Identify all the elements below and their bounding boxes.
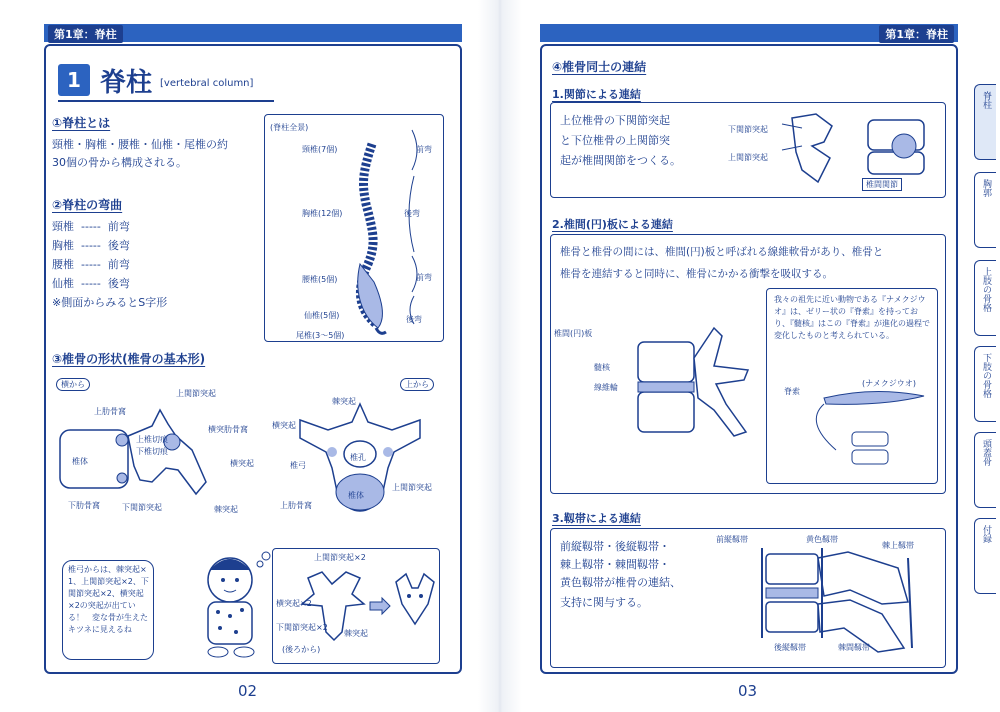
back-view-tag: (後ろから) — [282, 645, 321, 654]
side-label-inf-articular: 下関節突起 — [122, 503, 162, 512]
spine-figure-title: (脊柱全景) — [270, 123, 309, 132]
section-heading-connections: ④椎骨同士の連結 — [552, 60, 647, 74]
side-label-transverse-costal: 横突肋骨窩 — [208, 425, 248, 434]
speech-bubble-text: 椎弓からは、棘突起×1、上関節突起×2、下関節突起×2、横突起×2の突起が出ている！ 変な骨が生えたキツネに見えるね — [68, 565, 149, 634]
top-label-sup-articular: 上関節突起 — [392, 483, 432, 492]
side-tab-appendix[interactable] — [974, 518, 996, 594]
spine-label-cervical: 頸椎(7個) — [302, 145, 338, 154]
curvature-type: 後弯 — [107, 239, 130, 252]
spine-label-sacral: 仙椎(5個) — [304, 311, 340, 320]
back-label-sup-articular: 上関節突起×2 — [314, 553, 366, 562]
curvature-name: 腰椎 — [52, 258, 74, 271]
side-label-body: 椎体 — [72, 457, 88, 466]
curvature-dash: ----- — [81, 258, 101, 271]
side-tab-skull[interactable] — [974, 432, 996, 508]
joint-line2: と下位椎骨の上関節突 — [560, 134, 670, 147]
title-number-badge: 1 — [58, 64, 90, 96]
disc-line2: 椎骨を連結すると同時に、椎骨にかかる衝撃を吸収する。 — [560, 268, 833, 280]
joint-line3: 起が椎間関節をつくる。 — [560, 154, 681, 167]
curvature-row — [52, 218, 130, 235]
section1-line2: 30個の骨から構成される。 — [52, 156, 187, 169]
back-label-transverse: 横突起×2 — [276, 599, 312, 608]
chapter-tag: 第1章：脊柱 — [48, 25, 123, 43]
side-tab-thorax[interactable] — [974, 172, 996, 248]
curvature-name: 頸椎 — [52, 220, 74, 233]
back-label-inf-articular: 下関節突起×2 — [276, 623, 328, 632]
side-tab-upper-limb[interactable] — [974, 260, 996, 336]
title-english-text: vertebral column — [163, 78, 250, 89]
left-header-bar — [44, 24, 462, 42]
ligament-line4: 支持に関与する。 — [560, 596, 648, 609]
curvature-type: 後弯 — [107, 277, 130, 290]
spine-curve-label: 前弯 — [416, 273, 432, 282]
side-tab-label: 頭蓋骨 — [981, 439, 991, 466]
lig-label-supraspinous: 棘上靱帯 — [882, 541, 914, 550]
inset-label-notochord: 脊索 — [784, 387, 800, 396]
spine-curve-label: 後弯 — [406, 315, 422, 324]
inset-label-amphioxus-text: ナメクジウオ — [865, 379, 913, 388]
back-label-spinous: 棘突起 — [344, 629, 368, 638]
spine-figure-title-text: 脊柱全景 — [273, 123, 306, 132]
lig-label-anterior-longitudinal: 前縦靱帯 — [716, 535, 748, 544]
page-number-left: 02 — [238, 682, 258, 700]
curvature-dash: ----- — [81, 239, 101, 252]
side-tab-spine[interactable] — [974, 84, 996, 160]
joint-heading: 1.関節による連結 — [552, 88, 641, 101]
side-label-transverse: 横突起 — [230, 459, 254, 468]
curvature-row — [52, 237, 130, 254]
curvature-dash: ----- — [81, 220, 101, 233]
title-underline — [58, 100, 274, 102]
ligament-line2: 棘上靱帯・棘間靱帯・ — [560, 558, 670, 571]
side-tab-label: 下肢の骨格 — [981, 353, 991, 398]
section-heading-vertebra-shape: ③椎骨の形状(椎骨の基本形) — [52, 352, 206, 366]
inset-label-amphioxus: (ナメクジウオ) — [862, 379, 916, 388]
disc-label-nucleus: 髄核 — [594, 363, 610, 372]
book-gutter — [478, 0, 522, 712]
ligament-heading: 3.靱帯による連結 — [552, 512, 641, 525]
curvature-type: 前弯 — [107, 220, 130, 233]
curvature-dash: ----- — [81, 277, 101, 290]
character-illustration — [190, 550, 270, 660]
chapter-tag: 第1章：脊柱 — [879, 25, 954, 43]
section-heading-what-is-spine: ①脊柱とは — [52, 116, 111, 130]
top-label-sup-costal: 上肋骨窩 — [280, 501, 312, 510]
spine-label-coccyx: 尾椎(3～5個) — [296, 331, 345, 340]
curvature-type: 前弯 — [107, 258, 130, 271]
joint-label-facet: 椎間関節 — [862, 178, 902, 191]
lig-label-posterior-longitudinal: 後縦靱帯 — [774, 643, 806, 652]
side-tab-label: 脊柱 — [981, 91, 991, 109]
joint-label-sup-articular: 上関節突起 — [728, 153, 768, 162]
joint-label-inf-articular: 下関節突起 — [728, 125, 768, 134]
joint-illustration — [772, 106, 942, 194]
top-label-body: 椎体 — [348, 491, 364, 500]
side-label-sup-notch: 上椎切痕 — [136, 435, 168, 444]
ligament-line3: 黄色靱帯が椎骨の連結、 — [560, 576, 681, 589]
curvature-note: ※側面からみるとS字形 — [52, 296, 168, 309]
spine-curve-label: 前弯 — [416, 145, 432, 154]
side-view-tag: 横から — [56, 378, 90, 391]
spine-label-thoracic: 胸椎(12個) — [302, 209, 343, 218]
top-label-spinous: 棘突起 — [332, 397, 356, 406]
disc-label-annulus: 線維輪 — [594, 383, 618, 392]
lig-label-interspinous: 棘間靱帯 — [838, 643, 870, 652]
spine-curve-label: 後弯 — [404, 209, 420, 218]
right-page — [522, 0, 1000, 712]
disc-label-disc: 椎間(円)板 — [554, 329, 593, 338]
title-english: [vertebral column] — [160, 78, 254, 89]
right-header-bar — [540, 24, 958, 42]
joint-line1: 上位椎骨の下関節突起 — [560, 114, 670, 127]
side-tab-label: 胸郭 — [981, 179, 991, 197]
side-label-sup-costal-fovea: 上肋骨窩 — [94, 407, 126, 416]
section1-line1: 頸椎・胸椎・腰椎・仙椎・尾椎の約 — [52, 138, 228, 151]
disc-heading: 2.椎間(円)板による連結 — [552, 218, 673, 231]
top-view-tag: 上から — [400, 378, 434, 391]
left-page — [0, 0, 478, 712]
lig-label-flavum: 黄色靱帯 — [806, 535, 838, 544]
side-label-spinous: 棘突起 — [214, 505, 238, 514]
side-label-inf-costal-fovea: 下肋骨窩 — [68, 501, 100, 510]
side-label-sup-articular: 上関節突起 — [176, 389, 216, 398]
side-tab-lower-limb[interactable] — [974, 346, 996, 422]
side-tab-label: 上肢の骨格 — [981, 267, 991, 312]
curvature-row — [52, 275, 130, 292]
back-view-tag-text: 後ろから — [285, 645, 318, 654]
page-number-right: 03 — [738, 682, 758, 700]
side-label-inf-notch: 下椎切痕 — [136, 447, 168, 456]
ligament-line1: 前縦靱帯・後縦靱帯・ — [560, 540, 670, 553]
side-tab-label: 付録 — [981, 525, 991, 543]
top-label-arch: 椎弓 — [290, 461, 306, 470]
page-title: 脊柱 — [100, 68, 153, 98]
disc-illustration — [622, 318, 772, 458]
amphioxus-inset-text: 我々の祖先に近い動物である『ナメクジウオ』は、ゼリー状の『脊索』を持っており、『髄核』はこの『脊索』が進化の過程で変化したものと考えられている。 — [774, 295, 930, 340]
curvature-name: 胸椎 — [52, 239, 74, 252]
curvature-row — [52, 256, 130, 273]
spine-label-lumbar: 腰椎(5個) — [302, 275, 338, 284]
top-label-transverse: 横突起 — [272, 421, 296, 430]
curvature-name: 仙椎 — [52, 277, 74, 290]
top-label-foramen: 椎孔 — [350, 453, 366, 462]
section-heading-curvature: ②脊柱の弯曲 — [52, 198, 123, 212]
disc-line1: 椎骨と椎骨の間には、椎間(円)板と呼ばれる線維軟骨があり、椎骨と — [560, 246, 884, 258]
